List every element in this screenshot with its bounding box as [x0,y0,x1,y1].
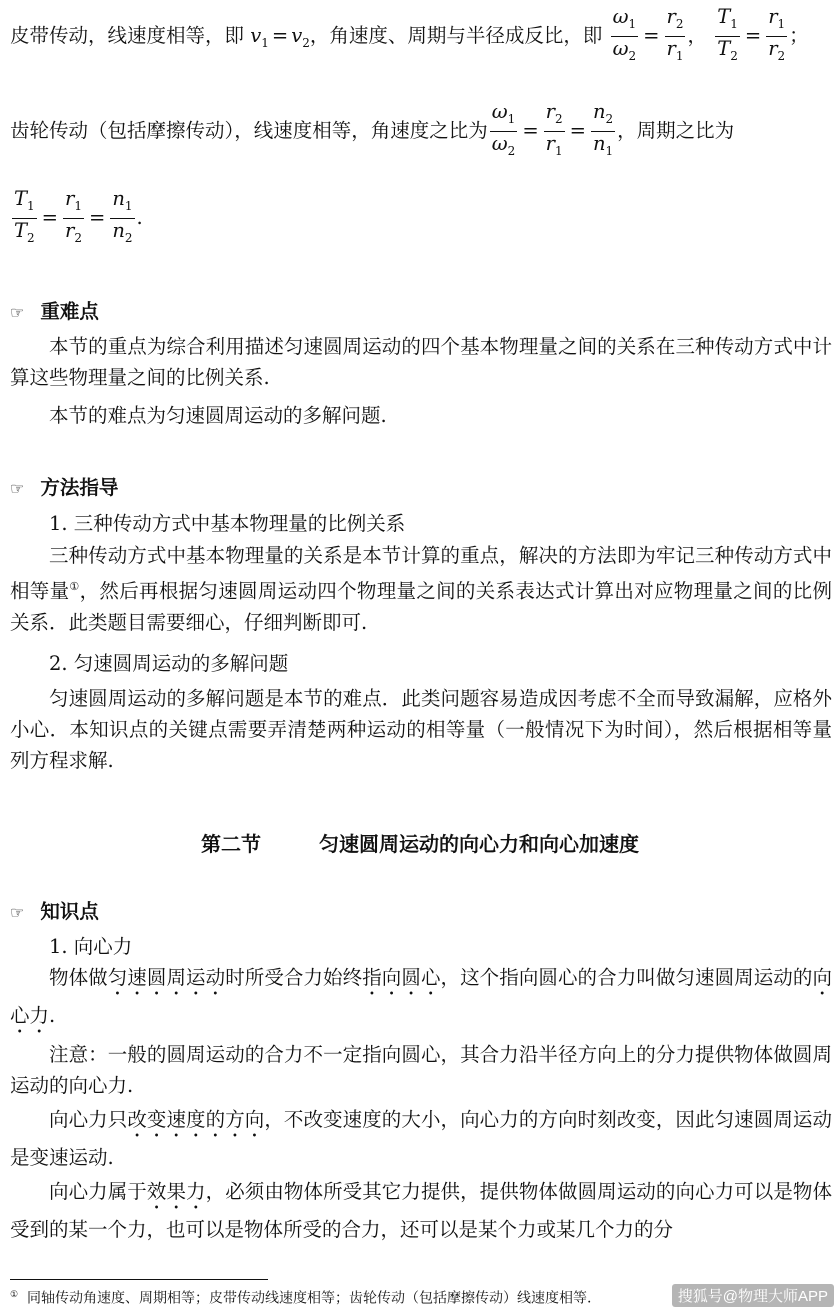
pointing-hand-icon: ☞ [10,303,25,322]
paragraph-method-1: 三种传动方式中基本物理量的关系是本节计算的重点，解决的方法即为牢记三种传动方式中相等量①，然后再根据匀速圆周运动四个物理量之间的关系表达式计算出对应物理量之间的比例关系．此类题目需要细心，仔细判断即可. [10,544,832,634]
paragraph-difficult-point: 本节的难点为匀速圆周运动的多解问题. [49,404,387,427]
section-title: 第二节 匀速圆周运动的向心力和向心加速度 [201,832,639,856]
footnote-divider [10,1279,268,1280]
paragraph-effect-force: 向心力属于效果力，必须由物体所受其它力提供，提供物体做圆周运动的向心力可以是物体受到的某一个力，也可以是物体所受的合力，还可以是某个力或某几个力的分 [10,1180,832,1241]
pointing-hand-icon: ☞ [10,479,25,498]
formula-n-ratio-gear: $\frac{n_2}{n_1}$ [592,100,614,158]
footnote: ① 同轴传动角速度、周期相等；皮带传动线速度相等；齿轮传动（包括摩擦传动）线速度相等. [10,1290,592,1307]
formula-T-ratio-gear: $\frac{T_1}{T_2}$ [14,187,35,245]
belt-text-a: 皮带传动，线速度相等，即 [10,23,251,47]
list-item-1: 1. 三种传动方式中基本物理量的比例关系 [49,512,406,535]
formula-n-ratio-3: $\frac{n_1}{n_2}$ [112,187,133,245]
formula-T-ratio: $\frac{T_1}{T_2}$ [717,5,738,63]
formula-r-ratio: $\frac{r_2}{r_1}$ [666,5,684,63]
period-ratio-line: $\frac{T_1}{T_2}$ = $\frac{r_1}{r_2}$ = $\frac{n_1}{n_2}$ . [10,188,143,249]
paragraph-centripetal-def: 物体做匀速圆周运动时所受合力始终指向圆心，这个指向圆心的合力叫做匀速圆周运动的向心力. [10,966,832,1027]
formula-r-ratio-gear: $\frac{r_2}{r_1}$ [545,100,563,158]
list-item-centripetal: 1. 向心力 [49,935,133,958]
gear-drive-line: 齿轮传动（包括摩擦传动），线速度相等，角速度之比为 $\frac{\omega_1}{\omega_2}$ = $\frac{r_2}{r_1}$ = $\frac{n_2}{n_1}$ ，周期之比为 [10,101,734,162]
formula-r-ratio-3: $\frac{r_1}{r_2}$ [65,187,82,245]
belt-drive-line: 皮带传动，线速度相等，即 $v_1 = v_2$，角速度、周期与半径成反比，即 $\frac{\omega_1}{\omega_2}$ = $\frac{r_2}{r_1}$ ， $\frac{T_1}{T_2}$ = $\frac{r_1}{r_2}$ ； [10,6,809,67]
formula-omega-ratio: $\frac{\omega_1}{\omega_2}$ [612,5,637,63]
watermark: 搜狐号@物理大师APP [672,1284,834,1307]
heading-knowledge: ☞ 知识点 [10,900,99,923]
paragraph-direction: 向心力只改变速度的方向，不改变速度的大小，向心力的方向时刻改变，因此匀速圆周运动是变速运动. [10,1108,832,1169]
paragraph-method-2: 匀速圆周运动的多解问题是本节的难点．此类问题容易造成因考虑不全而导致漏解，应格外小心．本知识点的关键点需要弄清楚两种运动的相等量（一般情况下为时间），然后根据相等量列方程求解. [10,687,832,772]
pointing-hand-icon: ☞ [10,903,25,922]
paragraph-note: 注意：一般的圆周运动的合力不一定指向圆心，其合力沿半径方向上的分力提供物体做圆周运动的向心力. [10,1043,832,1097]
footnote-ref: ① [69,580,80,593]
formula-r-ratio-2: $\frac{r_1}{r_2}$ [768,5,786,63]
list-item-2: 2. 匀速圆周运动的多解问题 [49,652,289,675]
heading-key-difficult: ☞ 重难点 [10,300,99,323]
belt-text-b: ，角速度、周期与半径成反比，即 [309,23,603,47]
heading-method-guide: ☞ 方法指导 [10,476,119,499]
paragraph-key-point: 本节的重点为综合利用描述匀速圆周运动的四个基本物理量之间的关系在三种传动方式中计算这些物理量之间的比例关系. [10,335,832,389]
formula-omega-ratio-gear: $\frac{\omega_1}{\omega_2}$ [491,100,516,158]
